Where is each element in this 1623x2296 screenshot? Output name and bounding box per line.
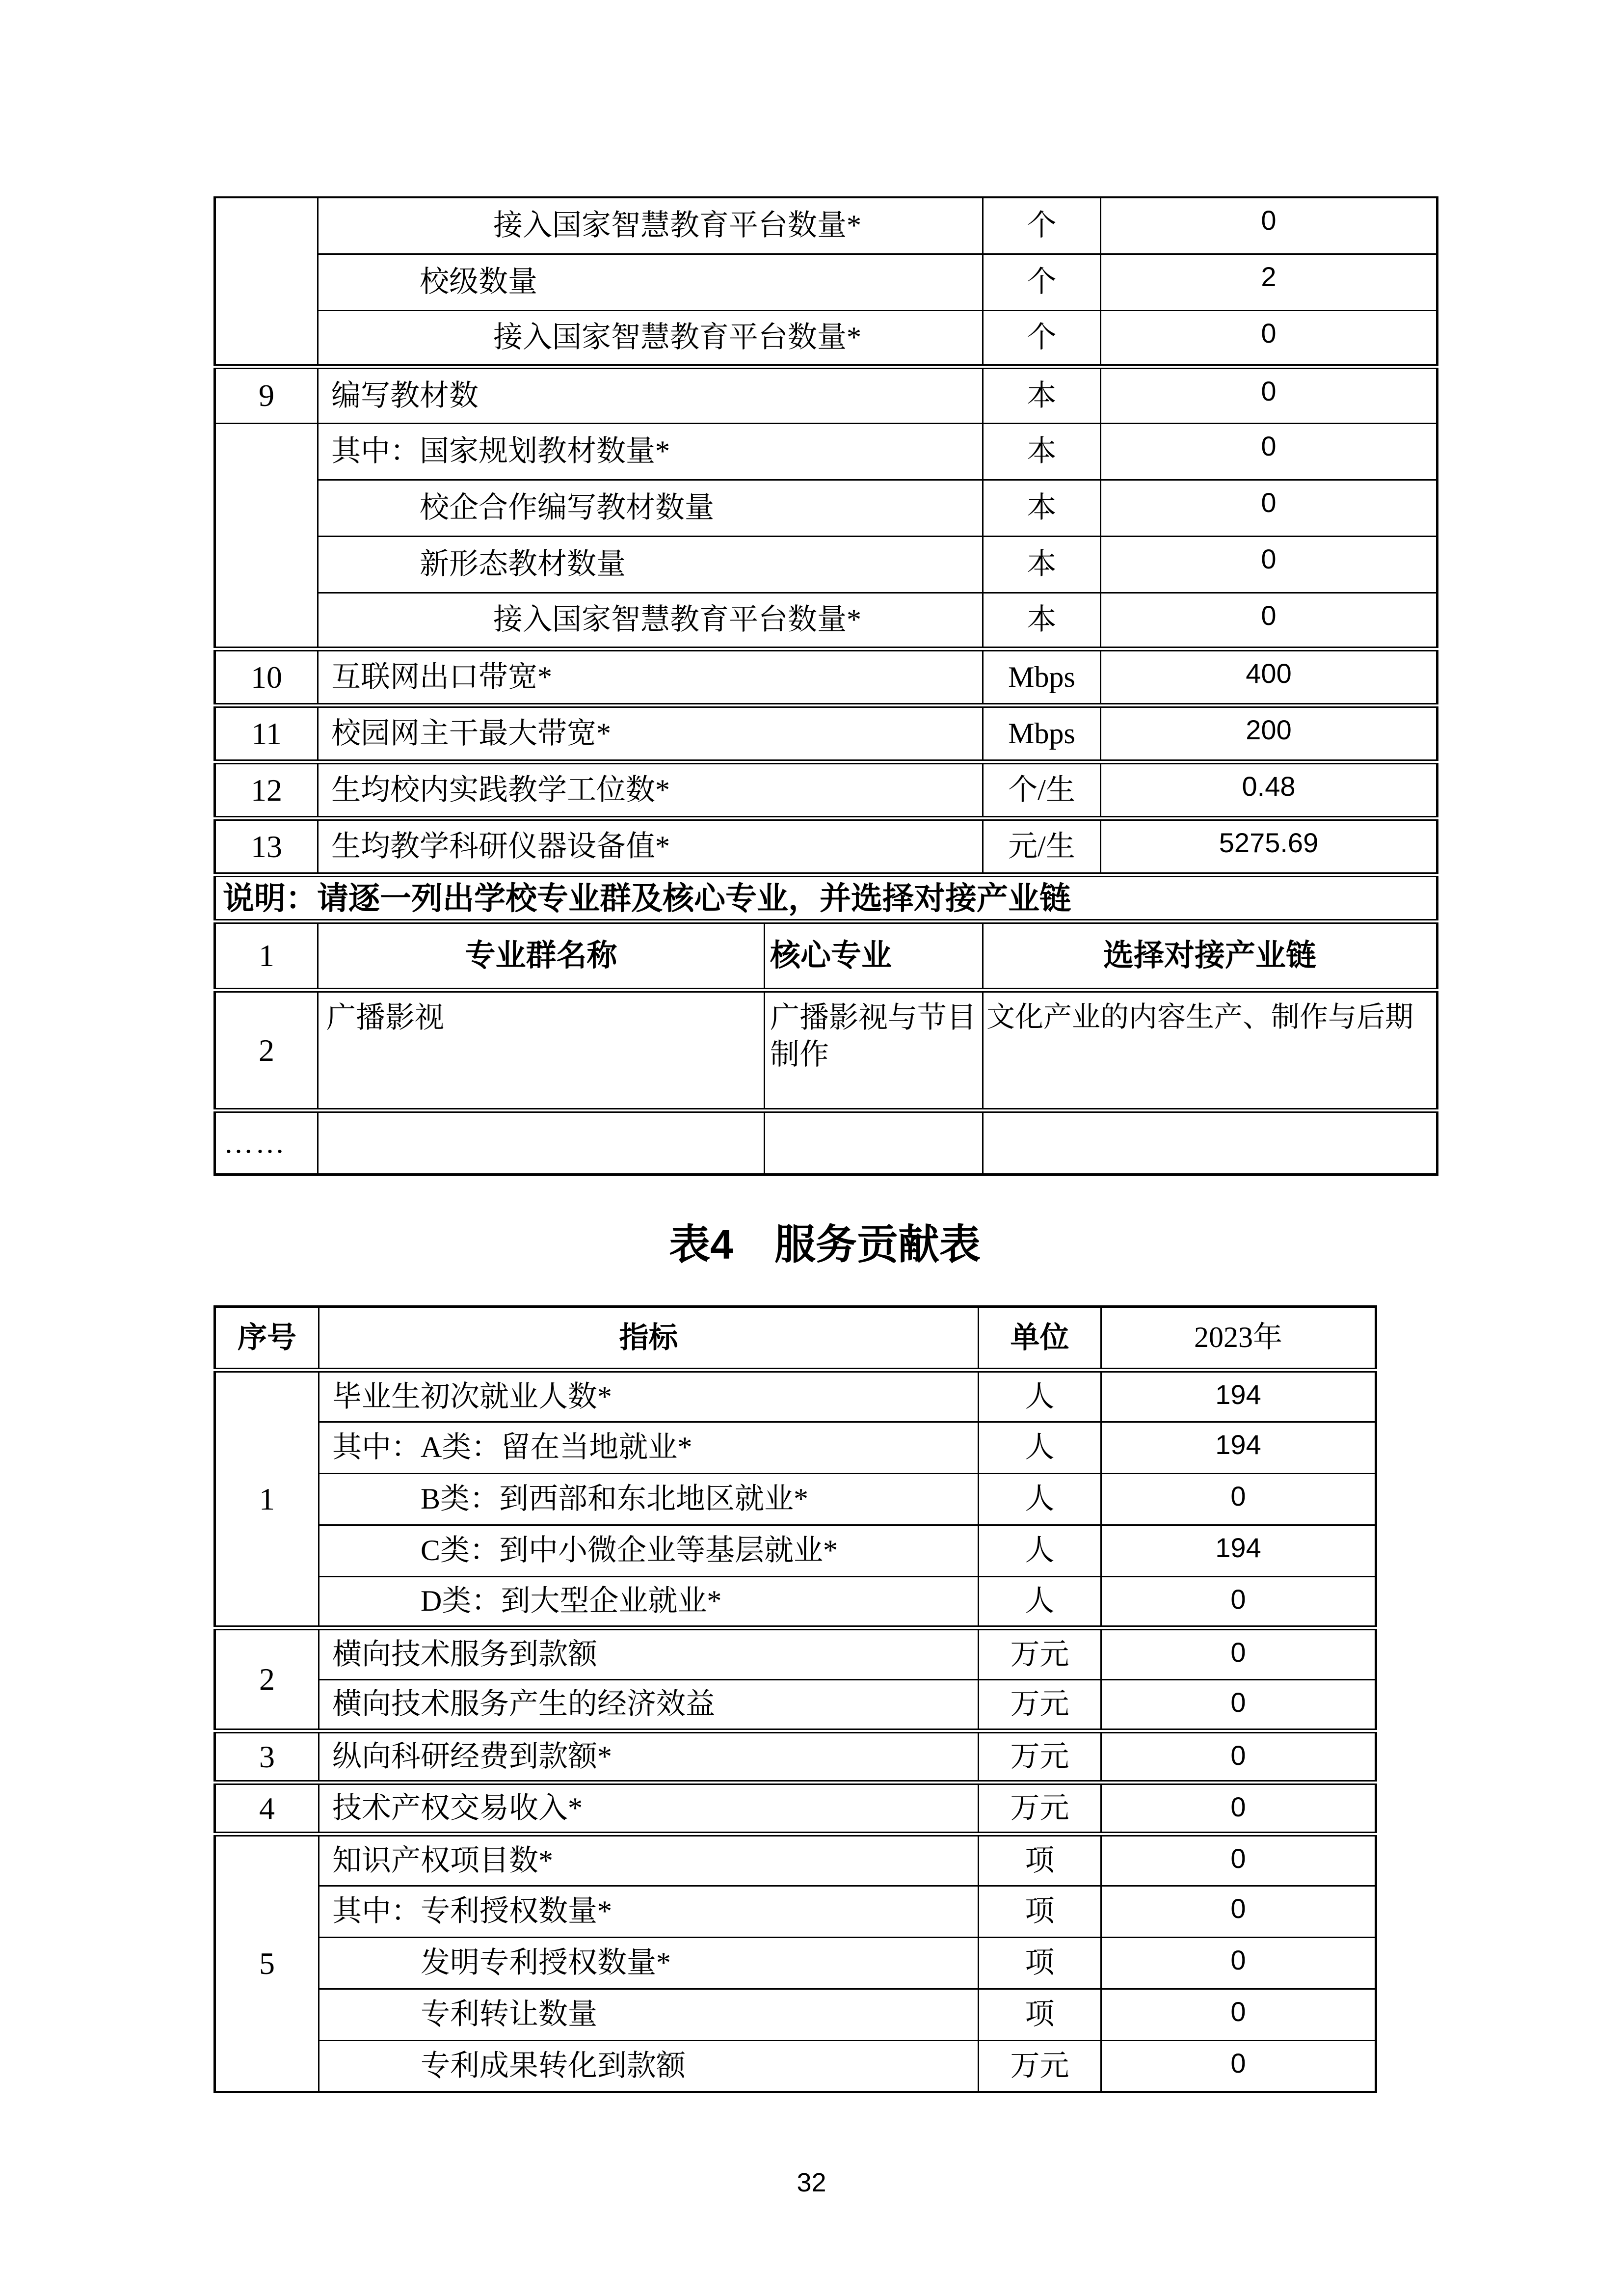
header-indicator: 指标 bbox=[319, 1306, 979, 1370]
table-row bbox=[215, 1370, 1376, 1422]
value-cell: 0 bbox=[1101, 197, 1437, 254]
table-continuation bbox=[213, 196, 1438, 1176]
unit-cell: 本 bbox=[983, 536, 1101, 593]
seq-cell: 9 bbox=[215, 367, 318, 423]
unit-cell: 万元 bbox=[979, 1783, 1101, 1834]
page-number: 32 bbox=[797, 2168, 826, 2197]
program-group-name: 广播影视 bbox=[318, 990, 765, 1110]
value-cell: 194 bbox=[1101, 1370, 1376, 1422]
table-row bbox=[215, 1783, 1376, 1834]
table-row bbox=[215, 536, 1437, 593]
empty-cell bbox=[318, 1110, 765, 1174]
indicator-label: 接入国家智慧教育平台数量* bbox=[318, 197, 983, 254]
unit-cell: 个 bbox=[983, 254, 1101, 310]
table-row bbox=[215, 197, 1437, 254]
table-row bbox=[215, 1628, 1376, 1679]
indicator-label: 生均教学科研仪器设备值* bbox=[318, 818, 983, 875]
unit-cell: 个 bbox=[983, 310, 1101, 367]
indicator-label: 横向技术服务到款额 bbox=[319, 1628, 979, 1679]
seq-cell: 13 bbox=[215, 818, 318, 875]
page-content bbox=[213, 196, 1440, 2093]
unit-cell: 万元 bbox=[979, 1731, 1101, 1783]
value-cell: 0 bbox=[1101, 536, 1437, 593]
seq-cell: 1 bbox=[215, 921, 318, 990]
service-contribution-table bbox=[213, 1305, 1377, 2093]
value-cell: 0 bbox=[1101, 1628, 1376, 1679]
note-row bbox=[215, 875, 1437, 921]
unit-cell: 万元 bbox=[979, 1679, 1101, 1731]
indicator-label: 技术产权交易收入* bbox=[319, 1783, 979, 1834]
table-row bbox=[215, 705, 1437, 762]
table-row bbox=[215, 649, 1437, 705]
value-cell: 194 bbox=[1101, 1422, 1376, 1473]
header-unit: 单位 bbox=[979, 1306, 1101, 1370]
value-cell: 0 bbox=[1101, 423, 1437, 480]
seq-cell: 10 bbox=[215, 649, 318, 705]
indicator-label: 接入国家智慧教育平台数量* bbox=[318, 593, 983, 649]
unit-cell: Mbps bbox=[983, 705, 1101, 762]
indicator-label: D类：到大型企业就业* bbox=[319, 1576, 979, 1628]
indicator-label: B类：到西部和东北地区就业* bbox=[319, 1473, 979, 1525]
indicator-label: 横向技术服务产生的经济效益 bbox=[319, 1679, 979, 1731]
program-group-row bbox=[215, 990, 1437, 1110]
seq-cell: 4 bbox=[215, 1783, 319, 1834]
header-year: 2023年 bbox=[1101, 1306, 1376, 1370]
unit-cell: 个 bbox=[983, 197, 1101, 254]
industry-chain: 文化产业的内容生产、制作与后期 bbox=[983, 990, 1437, 1110]
table-row bbox=[215, 1525, 1376, 1576]
value-cell: 0 bbox=[1101, 1731, 1376, 1783]
table-row bbox=[215, 423, 1437, 480]
value-cell: 0 bbox=[1101, 1576, 1376, 1628]
indicator-label: 生均校内实践教学工位数* bbox=[318, 762, 983, 818]
indicator-label: 校级数量 bbox=[318, 254, 983, 310]
value-cell: 0 bbox=[1101, 1783, 1376, 1834]
seq-cell: 1 bbox=[215, 1370, 319, 1628]
unit-cell: 本 bbox=[983, 423, 1101, 480]
indicator-label: 专利转让数量 bbox=[319, 1989, 979, 2040]
header-core-major: 核心专业 bbox=[765, 921, 983, 990]
unit-cell: 万元 bbox=[979, 1628, 1101, 1679]
table-row bbox=[215, 1886, 1376, 1937]
value-cell: 0 bbox=[1101, 310, 1437, 367]
ellipsis-row bbox=[215, 1110, 1437, 1174]
value-cell: 400 bbox=[1101, 649, 1437, 705]
table-row bbox=[215, 1731, 1376, 1783]
value-cell: 0 bbox=[1101, 2040, 1376, 2092]
value-cell: 0 bbox=[1101, 1886, 1376, 1937]
indicator-label: 其中：A类：留在当地就业* bbox=[319, 1422, 979, 1473]
note-text: 说明：请逐一列出学校专业群及核心专业，并选择对接产业链 bbox=[215, 875, 1437, 921]
empty-cell bbox=[983, 1110, 1437, 1174]
unit-cell: 人 bbox=[979, 1370, 1101, 1422]
value-cell: 2 bbox=[1101, 254, 1437, 310]
indicator-label: 编写教材数 bbox=[318, 367, 983, 423]
table-row bbox=[215, 2040, 1376, 2092]
indicator-label: 互联网出口带宽* bbox=[318, 649, 983, 705]
table4-title: 表4 服务贡献表 bbox=[669, 1221, 981, 1268]
seq-cell bbox=[215, 197, 318, 367]
unit-cell: Mbps bbox=[983, 649, 1101, 705]
seq-cell: 12 bbox=[215, 762, 318, 818]
seq-cell: 2 bbox=[215, 1628, 319, 1731]
unit-cell: 人 bbox=[979, 1576, 1101, 1628]
unit-cell: 本 bbox=[983, 480, 1101, 536]
value-cell: 194 bbox=[1101, 1525, 1376, 1576]
indicator-label: 纵向科研经费到款额* bbox=[319, 1731, 979, 1783]
seq-cell: 11 bbox=[215, 705, 318, 762]
value-cell: 0 bbox=[1101, 593, 1437, 649]
indicator-label: 接入国家智慧教育平台数量* bbox=[318, 310, 983, 367]
header-industry-chain: 选择对接产业链 bbox=[983, 921, 1437, 990]
indicator-label: 其中：专利授权数量* bbox=[319, 1886, 979, 1937]
indicator-label: 毕业生初次就业人数* bbox=[319, 1370, 979, 1422]
value-cell: 0 bbox=[1101, 1937, 1376, 1989]
table-row bbox=[215, 818, 1437, 875]
value-cell: 200 bbox=[1101, 705, 1437, 762]
empty-cell bbox=[765, 1110, 983, 1174]
indicator-label: 校园网主干最大带宽* bbox=[318, 705, 983, 762]
table-row bbox=[215, 1989, 1376, 2040]
value-cell: 0 bbox=[1101, 1679, 1376, 1731]
unit-cell: 人 bbox=[979, 1473, 1101, 1525]
value-cell: 0 bbox=[1101, 1473, 1376, 1525]
unit-cell: 元/生 bbox=[983, 818, 1101, 875]
ellipsis-cell: …… bbox=[215, 1110, 318, 1174]
table-row bbox=[215, 367, 1437, 423]
unit-cell: 个/生 bbox=[983, 762, 1101, 818]
value-cell: 0.48 bbox=[1101, 762, 1437, 818]
value-cell: 0 bbox=[1101, 480, 1437, 536]
table-row bbox=[215, 1422, 1376, 1473]
value-cell: 0 bbox=[1101, 1834, 1376, 1886]
unit-cell: 项 bbox=[979, 1989, 1101, 2040]
table-row bbox=[215, 593, 1437, 649]
value-cell: 0 bbox=[1101, 1989, 1376, 2040]
indicator-label: 其中：国家规划教材数量* bbox=[318, 423, 983, 480]
header-seq: 序号 bbox=[215, 1306, 319, 1370]
unit-cell: 人 bbox=[979, 1422, 1101, 1473]
table4-header-row bbox=[215, 1306, 1376, 1370]
indicator-label: C类：到中小微企业等基层就业* bbox=[319, 1525, 979, 1576]
seq-cell: 5 bbox=[215, 1834, 319, 2092]
indicator-label: 专利成果转化到款额 bbox=[319, 2040, 979, 2092]
table-row bbox=[215, 1473, 1376, 1525]
core-major: 广播影视与节目制作 bbox=[765, 990, 983, 1110]
indicator-label: 发明专利授权数量* bbox=[319, 1937, 979, 1989]
unit-cell: 本 bbox=[983, 367, 1101, 423]
unit-cell: 项 bbox=[979, 1834, 1101, 1886]
table-row bbox=[215, 1834, 1376, 1886]
value-cell: 0 bbox=[1101, 367, 1437, 423]
seq-cell: 3 bbox=[215, 1731, 319, 1783]
unit-cell: 本 bbox=[983, 593, 1101, 649]
unit-cell: 人 bbox=[979, 1525, 1101, 1576]
table-row bbox=[215, 254, 1437, 310]
seq-cell bbox=[215, 423, 318, 649]
table-row bbox=[215, 480, 1437, 536]
indicator-label: 校企合作编写教材数量 bbox=[318, 480, 983, 536]
table-row bbox=[215, 1576, 1376, 1628]
seq-cell: 2 bbox=[215, 990, 318, 1110]
unit-cell: 项 bbox=[979, 1886, 1101, 1937]
value-cell: 5275.69 bbox=[1101, 818, 1437, 875]
table-row bbox=[215, 310, 1437, 367]
indicator-label: 知识产权项目数* bbox=[319, 1834, 979, 1886]
indicator-label: 新形态教材数量 bbox=[318, 536, 983, 593]
program-group-header-row bbox=[215, 921, 1437, 990]
table-row bbox=[215, 762, 1437, 818]
header-program-group-name: 专业群名称 bbox=[318, 921, 765, 990]
table-row bbox=[215, 1937, 1376, 1989]
table-row bbox=[215, 1679, 1376, 1731]
unit-cell: 项 bbox=[979, 1937, 1101, 1989]
unit-cell: 万元 bbox=[979, 2040, 1101, 2092]
